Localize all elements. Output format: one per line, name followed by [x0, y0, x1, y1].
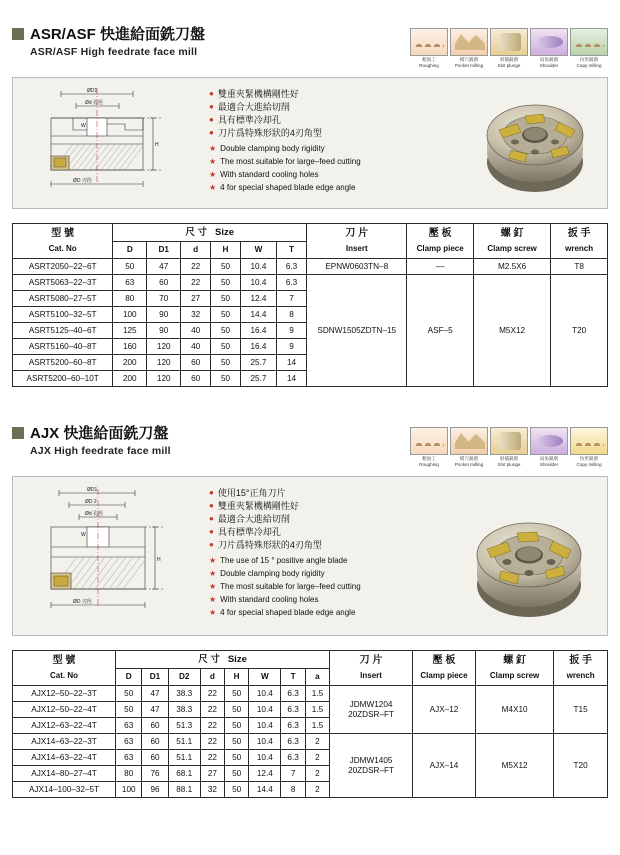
cell-H: 50 [225, 766, 249, 782]
th-W: W [240, 241, 276, 259]
cell-cat-no: AJX14–63–22–4T [13, 750, 116, 766]
cell-clamp-screw: M5X12 [475, 734, 553, 798]
cell-clamp-screw: M4X10 [475, 686, 553, 734]
feature-list [209, 487, 361, 620]
th-insert: 刀 片 Insert [330, 651, 413, 686]
cell-cat-no: AJX12–50–22–3T [13, 686, 116, 702]
cell-D2: 51.3 [168, 718, 200, 734]
cell-a: 1.5 [305, 702, 329, 718]
th-T: T [281, 668, 305, 686]
cell-T: 9 [276, 323, 306, 339]
cell-D2: 88.1 [168, 782, 200, 798]
cell-a: 2 [305, 750, 329, 766]
cell-W: 12.4 [249, 766, 281, 782]
th-D2: D2 [168, 668, 200, 686]
feature-item-en: ★ With standard cooling holes [209, 170, 319, 179]
cell-insert: EPNW0603TN–8 [307, 259, 407, 275]
th-wrench: 扳 手 wrench [554, 651, 608, 686]
cell-D: 200 [113, 355, 147, 371]
cell-H: 50 [211, 259, 241, 275]
cell-D1: 120 [147, 339, 181, 355]
cell-W: 25.7 [240, 371, 276, 387]
cell-D1: 47 [147, 259, 181, 275]
application-icon-strip [410, 425, 608, 468]
cell-D2: 38.3 [168, 702, 200, 718]
svg-text:W: W [81, 123, 86, 129]
icon-slot-plunge-milling: 斜插銑削 Slot plunge [490, 427, 528, 468]
th-d: d [181, 241, 211, 259]
cell-D: 63 [113, 275, 147, 291]
cell-T: 6.3 [281, 686, 305, 702]
th-clamp-screw: 螺 釘 Clamp screw [473, 224, 550, 259]
icon-pocket-milling: 模穴銑削 Pocket milling [450, 28, 488, 69]
feature-item-en: ★ Double clamping body rigidity [209, 144, 325, 153]
cell-W: 16.4 [240, 339, 276, 355]
table-header-row [13, 224, 608, 242]
th-wrench: 扳 手 wrench [551, 224, 608, 259]
cell-clamp-piece: ASF–5 [407, 275, 474, 387]
cell-D: 200 [113, 371, 147, 387]
face-mill-photo [463, 90, 603, 202]
th-H: H [225, 668, 249, 686]
cell-H: 50 [225, 702, 249, 718]
cell-cat-no: ASRT5200–60–10T [13, 371, 113, 387]
cell-d: 27 [200, 766, 224, 782]
th-D1: D1 [147, 241, 181, 259]
table-row [13, 734, 608, 750]
cell-d: 22 [200, 750, 224, 766]
cell-wrench: T20 [551, 275, 608, 387]
svg-text:ØD 刃徑: ØD 刃徑 [73, 599, 92, 605]
section-title-en: ASR/ASF High feedrate face mill [30, 46, 198, 58]
cell-d: 60 [181, 371, 211, 387]
cell-H: 50 [225, 686, 249, 702]
svg-text:H: H [155, 142, 159, 148]
illustration-band [12, 77, 608, 209]
cell-H: 50 [225, 782, 249, 798]
section-title-cn: ASR/ASF 快進給面銑刀盤 [12, 26, 205, 44]
icon-roughing: 粗加工 Roughing [410, 28, 448, 69]
cell-cat-no: AJX12–50–22–4T [13, 702, 116, 718]
cell-a: 1.5 [305, 718, 329, 734]
cell-clamp-screw: M5X12 [473, 275, 550, 387]
cell-D2: 38.3 [168, 686, 200, 702]
cell-H: 50 [211, 275, 241, 291]
cell-D: 63 [116, 734, 142, 750]
icon-copy-milling: 仿形銑削 Copy milling [570, 28, 608, 69]
feature-item-en: ★ With standard cooling holes [209, 595, 319, 604]
cell-D1: 120 [147, 355, 181, 371]
feature-item-en: ★ The most suitable for large–feed cutting [209, 582, 361, 591]
cell-cat-no: ASRT5200–60–8T [13, 355, 113, 371]
feature-item: ● 最適合大進給切削 [209, 102, 290, 112]
cell-D1: 96 [142, 782, 168, 798]
icon-pocket-milling: 模穴銑削 Pocket milling [450, 427, 488, 468]
th-d: d [200, 668, 224, 686]
cell-a: 2 [305, 782, 329, 798]
th-D: D [113, 241, 147, 259]
feature-item-en: ★ The most suitable for large–feed cutting [209, 157, 361, 166]
cell-cat-no: AJX14–63–22–3T [13, 734, 116, 750]
cell-a: 2 [305, 766, 329, 782]
icon-slot-plunge-milling: 斜插銑削 Slot plunge [490, 28, 528, 69]
cell-D: 80 [113, 291, 147, 307]
th-W: W [249, 668, 281, 686]
th-T: T [276, 241, 306, 259]
feature-item: ● 雙重夾緊機構剛性好 [209, 89, 299, 99]
cell-insert: SDNW1505ZDTN–15 [307, 275, 407, 387]
th-size-group: 尺 寸 Size [113, 224, 307, 242]
cell-d: 40 [181, 339, 211, 355]
cell-D: 100 [116, 782, 142, 798]
cell-D1: 70 [147, 291, 181, 307]
cell-W: 10.4 [240, 259, 276, 275]
cell-clamp-screw: M2.5X6 [473, 259, 550, 275]
section-asr-asf [0, 0, 620, 387]
cell-d: 22 [181, 275, 211, 291]
cell-d: 60 [181, 355, 211, 371]
th-clamp-piece: 壓 板 Clamp piece [407, 224, 474, 259]
section-header [0, 425, 620, 468]
cell-D: 50 [116, 686, 142, 702]
icon-shoulder-milling: 肩角銑削 Shoulder [530, 427, 568, 468]
cell-D: 50 [113, 259, 147, 275]
cell-H: 50 [225, 718, 249, 734]
cell-D2: 51.1 [168, 734, 200, 750]
cell-d: 27 [181, 291, 211, 307]
cell-insert: JDMW1204 20ZDSR–FT [330, 686, 413, 734]
cell-D1: 60 [147, 275, 181, 291]
th-cat-no: 型 號 Cat. No [13, 224, 113, 259]
feature-item-en: ★ 4 for special shaped blade edge angle [209, 183, 356, 192]
svg-text:Ød 孔徑: Ød 孔徑 [85, 511, 104, 517]
cell-T: 6.3 [281, 750, 305, 766]
cell-wrench: T20 [554, 734, 608, 798]
section-ajx [0, 387, 620, 798]
table-row [13, 259, 608, 275]
cell-cat-no: AJX12–63–22–4T [13, 718, 116, 734]
cell-D: 50 [116, 702, 142, 718]
cell-D1: 90 [147, 323, 181, 339]
svg-text:Ød 孔徑: Ød 孔徑 [85, 100, 104, 106]
cell-wrench: T15 [554, 686, 608, 734]
cell-d: 40 [181, 323, 211, 339]
svg-text:ØD1: ØD1 [87, 88, 98, 94]
feature-item: ● 具有標準冷却孔 [209, 115, 281, 125]
cell-T: 6.3 [281, 718, 305, 734]
cell-D1: 60 [142, 750, 168, 766]
cell-W: 10.4 [240, 275, 276, 291]
icon-roughing: 粗加工 Roughing [410, 427, 448, 468]
cell-H: 50 [211, 291, 241, 307]
th-D: D [116, 668, 142, 686]
cell-T: 7 [276, 291, 306, 307]
cell-wrench: T8 [551, 259, 608, 275]
cell-clamp-piece: AJX–12 [413, 686, 476, 734]
feature-item: ● 雙重夾緊機構剛性好 [209, 501, 299, 511]
th-D1: D1 [142, 668, 168, 686]
cell-d: 22 [181, 259, 211, 275]
cell-D: 80 [116, 766, 142, 782]
cell-d: 32 [200, 782, 224, 798]
bullet-square-icon [12, 427, 24, 439]
cell-D1: 76 [142, 766, 168, 782]
cell-D1: 60 [142, 734, 168, 750]
feature-item-en: ★ The use of 15 ° positive angle blade [209, 556, 348, 565]
feature-item: ● 最適合大進給切削 [209, 514, 290, 524]
face-mill-photo [453, 507, 603, 629]
cross-section-drawing [21, 84, 199, 202]
th-clamp-screw: 螺 釘 Clamp screw [475, 651, 553, 686]
cross-section-drawing [21, 483, 199, 629]
cell-T: 6.3 [276, 259, 306, 275]
th-a: a [305, 668, 329, 686]
cell-a: 1.5 [305, 686, 329, 702]
cell-T: 9 [276, 339, 306, 355]
cell-W: 10.4 [249, 686, 281, 702]
cell-W: 14.4 [249, 782, 281, 798]
cell-D: 63 [116, 718, 142, 734]
cell-D1: 47 [142, 702, 168, 718]
cell-d: 22 [200, 734, 224, 750]
technical-drawing [21, 483, 199, 629]
cell-T: 8 [276, 307, 306, 323]
cell-clamp-piece: –– [407, 259, 474, 275]
section-title-cn: AJX 快進給面銑刀盤 [12, 425, 171, 443]
cell-D1: 60 [142, 718, 168, 734]
feature-item-en: ★ Double clamping body rigidity [209, 569, 325, 578]
cell-H: 50 [225, 750, 249, 766]
cell-D: 100 [113, 307, 147, 323]
icon-shoulder-milling: 肩角銑削 Shoulder [530, 28, 568, 69]
cell-W: 10.4 [249, 702, 281, 718]
cell-cat-no: ASRT2050–22–6T [13, 259, 113, 275]
cell-T: 6.3 [281, 734, 305, 750]
feature-item-en: ★ 4 for special shaped blade edge angle [209, 608, 356, 617]
svg-text:W: W [81, 532, 86, 538]
feature-item: ● 刀片爲特殊形狀的4刃角型 [209, 540, 322, 550]
th-cat-no: 型 號 Cat. No [13, 651, 116, 686]
icon-copy-milling: 仿形銑削 Copy milling [570, 427, 608, 468]
svg-text:ØD 刃徑: ØD 刃徑 [73, 178, 92, 184]
cell-W: 14.4 [240, 307, 276, 323]
cell-T: 14 [276, 355, 306, 371]
cell-a: 2 [305, 734, 329, 750]
cell-D: 160 [113, 339, 147, 355]
section-header [0, 26, 620, 69]
cell-H: 50 [211, 355, 241, 371]
table-row [13, 275, 608, 291]
th-insert: 刀 片 Insert [307, 224, 407, 259]
cell-W: 10.4 [249, 750, 281, 766]
feature-list [209, 88, 361, 195]
cell-W: 10.4 [249, 718, 281, 734]
spec-table-asr [12, 223, 608, 387]
cell-clamp-piece: AJX–14 [413, 734, 476, 798]
cell-H: 50 [211, 323, 241, 339]
cell-D1: 90 [147, 307, 181, 323]
th-size-group: 尺 寸 Size [116, 651, 330, 669]
cell-cat-no: AJX14–100–32–5T [13, 782, 116, 798]
th-H: H [211, 241, 241, 259]
cell-T: 6.3 [281, 702, 305, 718]
technical-drawing [21, 84, 199, 202]
cell-W: 12.4 [240, 291, 276, 307]
cell-H: 50 [211, 307, 241, 323]
cell-T: 6.3 [276, 275, 306, 291]
table-header-row [13, 651, 608, 669]
feature-item: ● 刀片爲特殊形狀的4刃角型 [209, 128, 322, 138]
th-clamp-piece: 壓 板 Clamp piece [413, 651, 476, 686]
feature-item: ● 使用15°正角刀片 [209, 488, 286, 498]
cell-H: 50 [225, 734, 249, 750]
cell-H: 50 [211, 339, 241, 355]
cell-cat-no: AJX14–80–27–4T [13, 766, 116, 782]
cell-d: 22 [200, 686, 224, 702]
cell-D: 63 [116, 750, 142, 766]
cell-D1: 47 [142, 686, 168, 702]
cell-T: 14 [276, 371, 306, 387]
cell-D2: 51.1 [168, 750, 200, 766]
cell-W: 16.4 [240, 323, 276, 339]
svg-text:ØD1: ØD1 [87, 487, 98, 493]
feature-item: ● 具有標準冷却孔 [209, 527, 281, 537]
cell-W: 25.7 [240, 355, 276, 371]
cell-cat-no: ASRT5080–27–5T [13, 291, 113, 307]
cell-D1: 120 [147, 371, 181, 387]
cell-H: 50 [211, 371, 241, 387]
cell-D2: 68.1 [168, 766, 200, 782]
cell-d: 22 [200, 702, 224, 718]
cell-cat-no: ASRT5100–32–5T [13, 307, 113, 323]
cell-cat-no: ASRT5125–40–6T [13, 323, 113, 339]
cell-T: 7 [281, 766, 305, 782]
product-photo [463, 90, 603, 204]
spec-table-ajx [12, 650, 608, 798]
cell-D: 125 [113, 323, 147, 339]
section-title-en: AJX High feedrate face mill [30, 445, 171, 457]
svg-text:ØD 2: ØD 2 [85, 499, 97, 505]
cell-T: 8 [281, 782, 305, 798]
cell-d: 22 [200, 718, 224, 734]
cell-d: 32 [181, 307, 211, 323]
svg-text:H: H [157, 557, 161, 563]
application-icon-strip [410, 26, 608, 69]
cell-insert: JDMW1405 20ZDSR–FT [330, 734, 413, 798]
cell-W: 10.4 [249, 734, 281, 750]
table-row [13, 686, 608, 702]
cell-cat-no: ASRT5160–40–8T [13, 339, 113, 355]
illustration-band [12, 476, 608, 636]
bullet-square-icon [12, 28, 24, 40]
product-photo [453, 507, 603, 631]
cell-cat-no: ASRT5063–22–3T [13, 275, 113, 291]
